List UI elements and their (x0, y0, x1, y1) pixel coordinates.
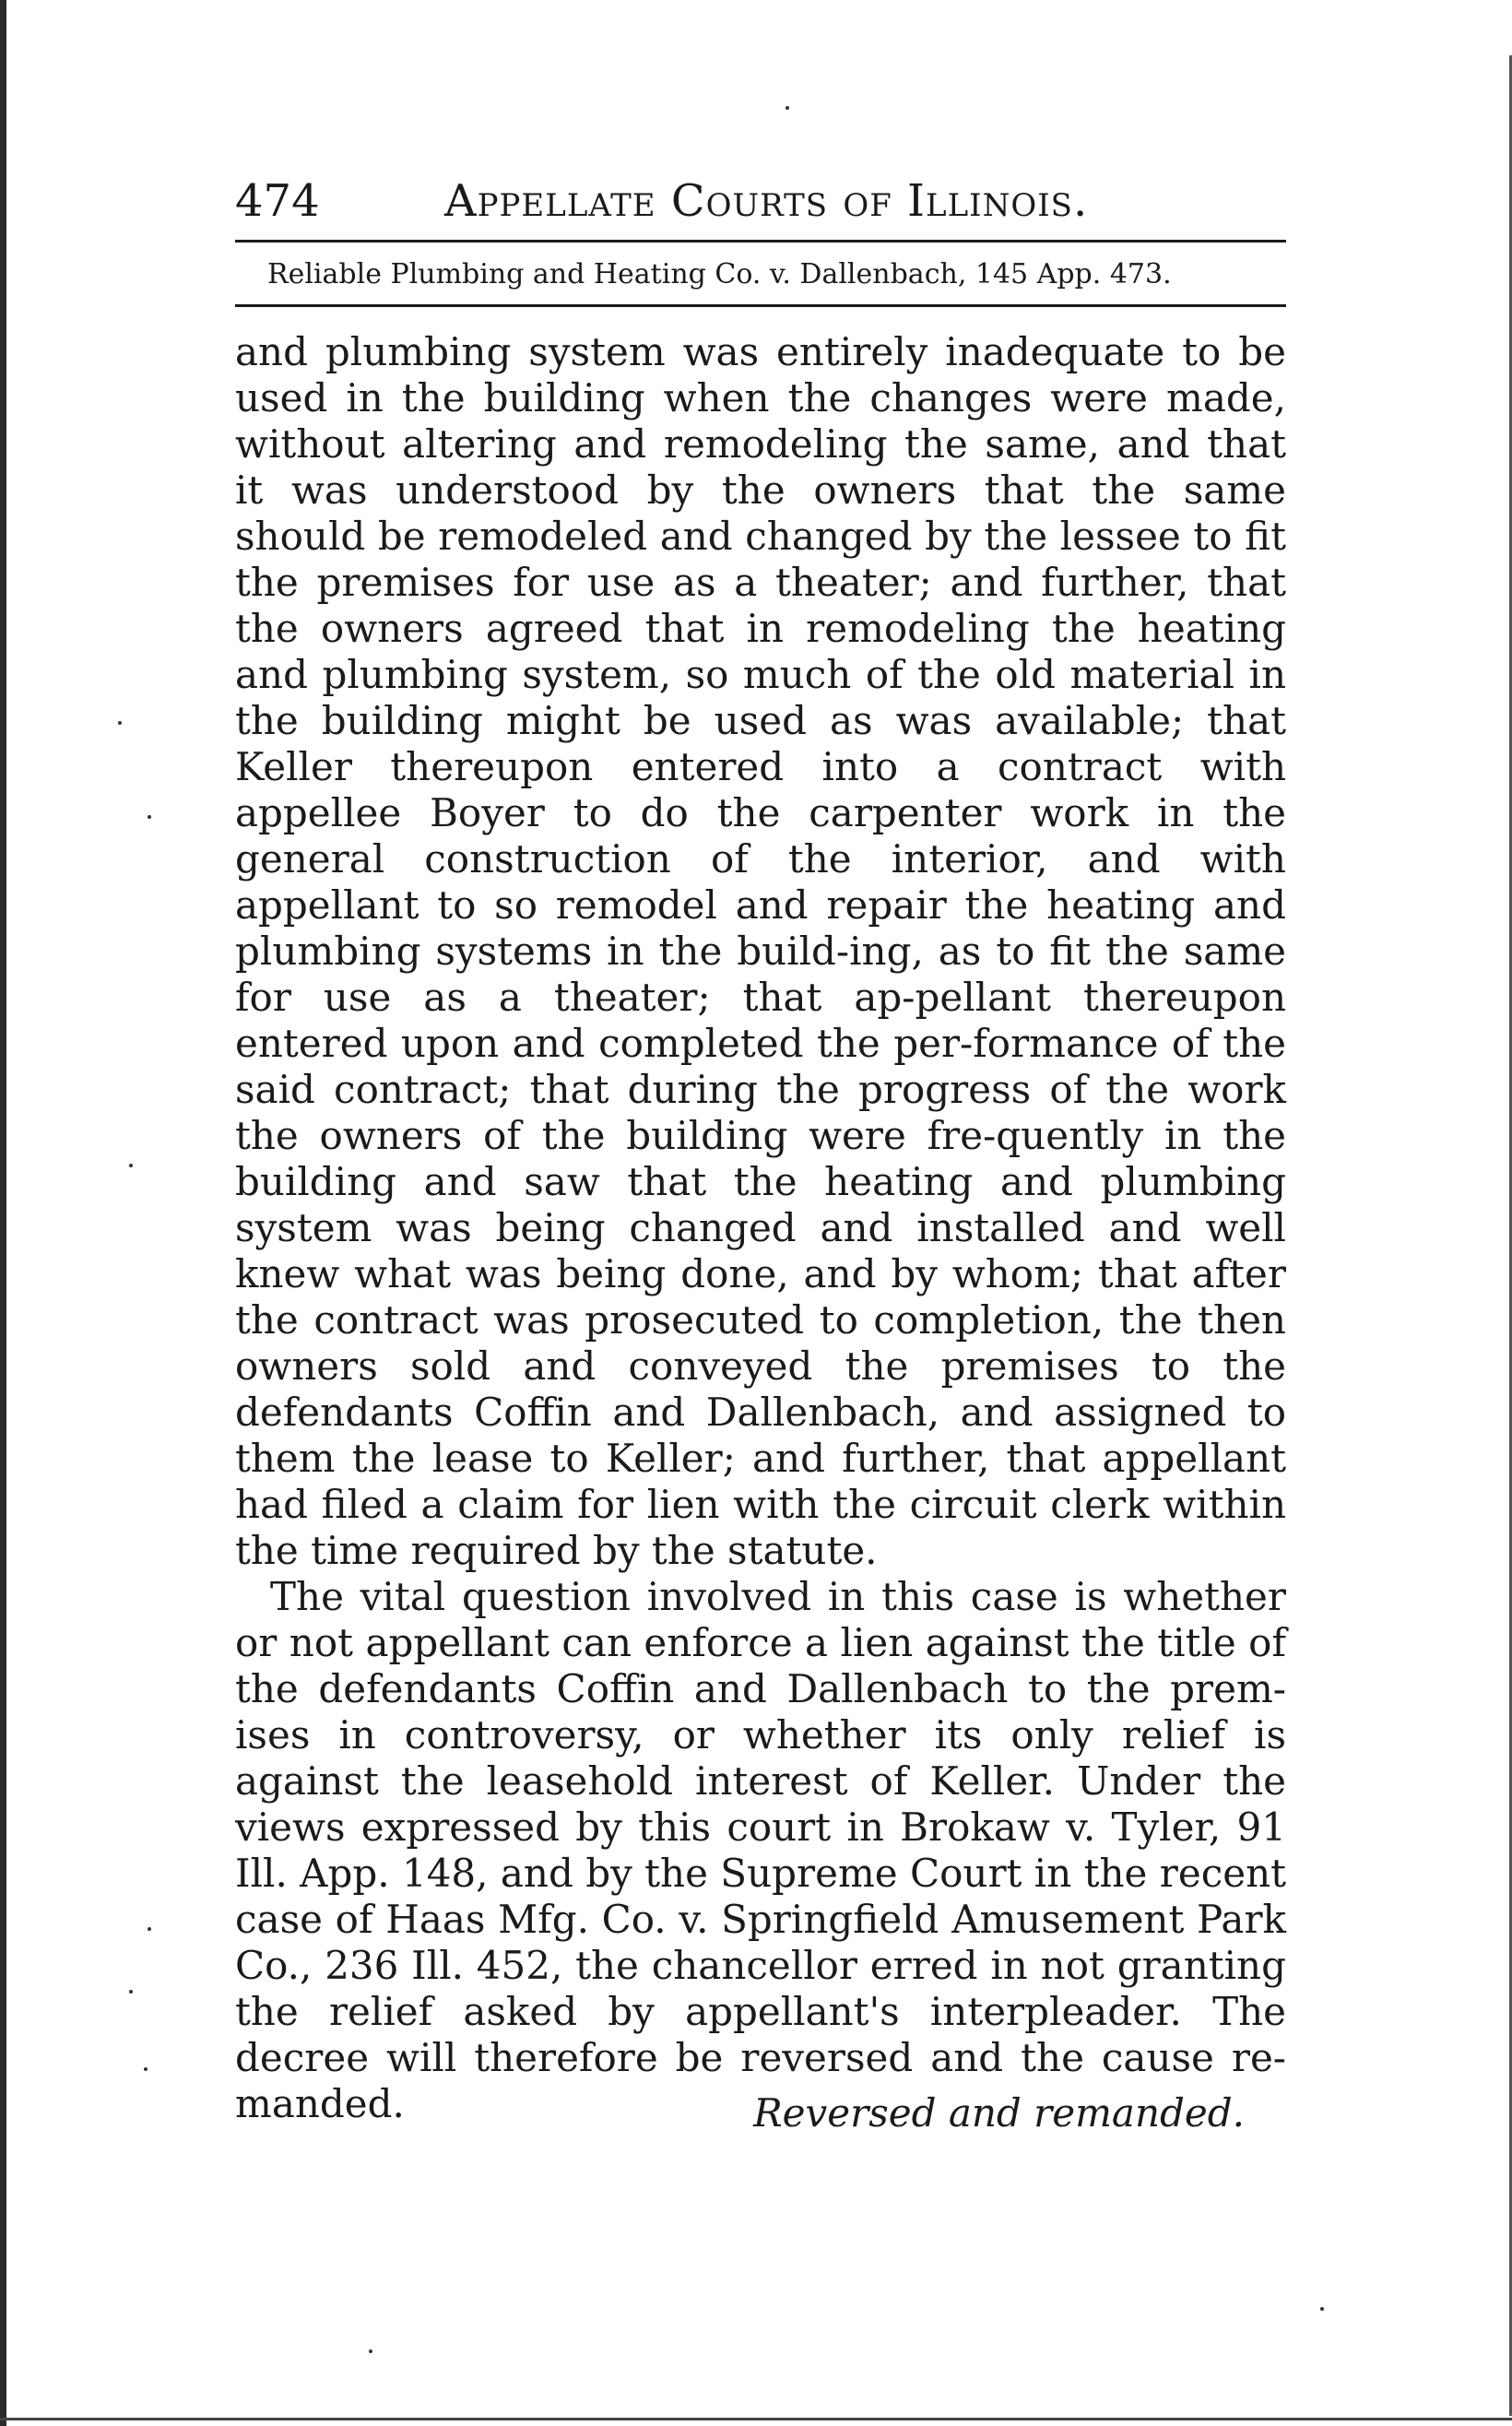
case-citation: Reliable Plumbing and Heating Co. v. Dallenbach, 145 App. 473. (267, 258, 1172, 290)
paragraph-facts: and plumbing system was entirely inadequate to be used in the building when the changes were made, without altering and remodeling the same, and that it was understood by the owners that the same should be remodeled and changed by the lessee to fit the premises for use as a theater; and further, that the owners agreed that in remodeling the heating and plumbing system, so much of the old material in the building might be used as was available; that Keller thereupon entered into a contract with appellee Boyer to do the carpenter work in the general construction of the interior, and with appellant to so remodel and repair the heating and plumbing systems in the build-ing, as to fit the same for use as a theater; that ap-pellant thereupon entered upon and completed the per-formance of the said contract; that during the progress of the work the owners of the building were fre-quently in the building and saw that the heating and plumbing system was being changed and installed and well knew what was being done, and by whom; that after the contract was prosecuted to completion, the then owners sold and conveyed the premises to the defendants Coffin and Dallenbach, and assigned to them the lease to Keller; and further, that appellant had filed a claim for lien with the circuit clerk within the time required by the statute. (235, 329, 1286, 1573)
paragraph-holding: The vital question involved in this case is whether or not appellant can enforce a lien against the title of the defendants Coffin and Dallenbach to the prem-ises in controversy, or whether its only relief is against the leasehold interest of Keller. Under the views expressed by this court in Brokaw v. Tyler, 91 Ill. App. 148, and by the Supreme Court in the recent case of Haas Mfg. Co. v. Springfield Amusement Park Co., 236 Ill. 452, the chancellor erred in not granting the relief asked by appellant's interpleader. The decree will therefore be reversed and the cause re-manded. (235, 1574, 1286, 2126)
scan-speck (129, 1990, 133, 1994)
scan-speck (129, 1164, 133, 1167)
scan-speck (144, 2067, 148, 2071)
header-rule-bottom (235, 304, 1286, 307)
opinion-body (235, 329, 1286, 2127)
disposition: Reversed and remanded. (753, 2090, 1245, 2136)
scan-edge-left (0, 0, 6, 2426)
running-header (235, 172, 1286, 231)
scan-speck (369, 2349, 372, 2353)
scan-edge-bottom (0, 2418, 1512, 2420)
running-title: Appellate Courts of Illinois. (444, 175, 1089, 227)
scan-speck (1320, 2307, 1324, 2311)
page-number: 474 (235, 175, 320, 227)
scan-speck (118, 721, 122, 725)
scan-speck (786, 106, 789, 110)
scan-speck (148, 1927, 151, 1931)
header-rule-top (235, 240, 1286, 243)
scan-speck (148, 815, 151, 819)
